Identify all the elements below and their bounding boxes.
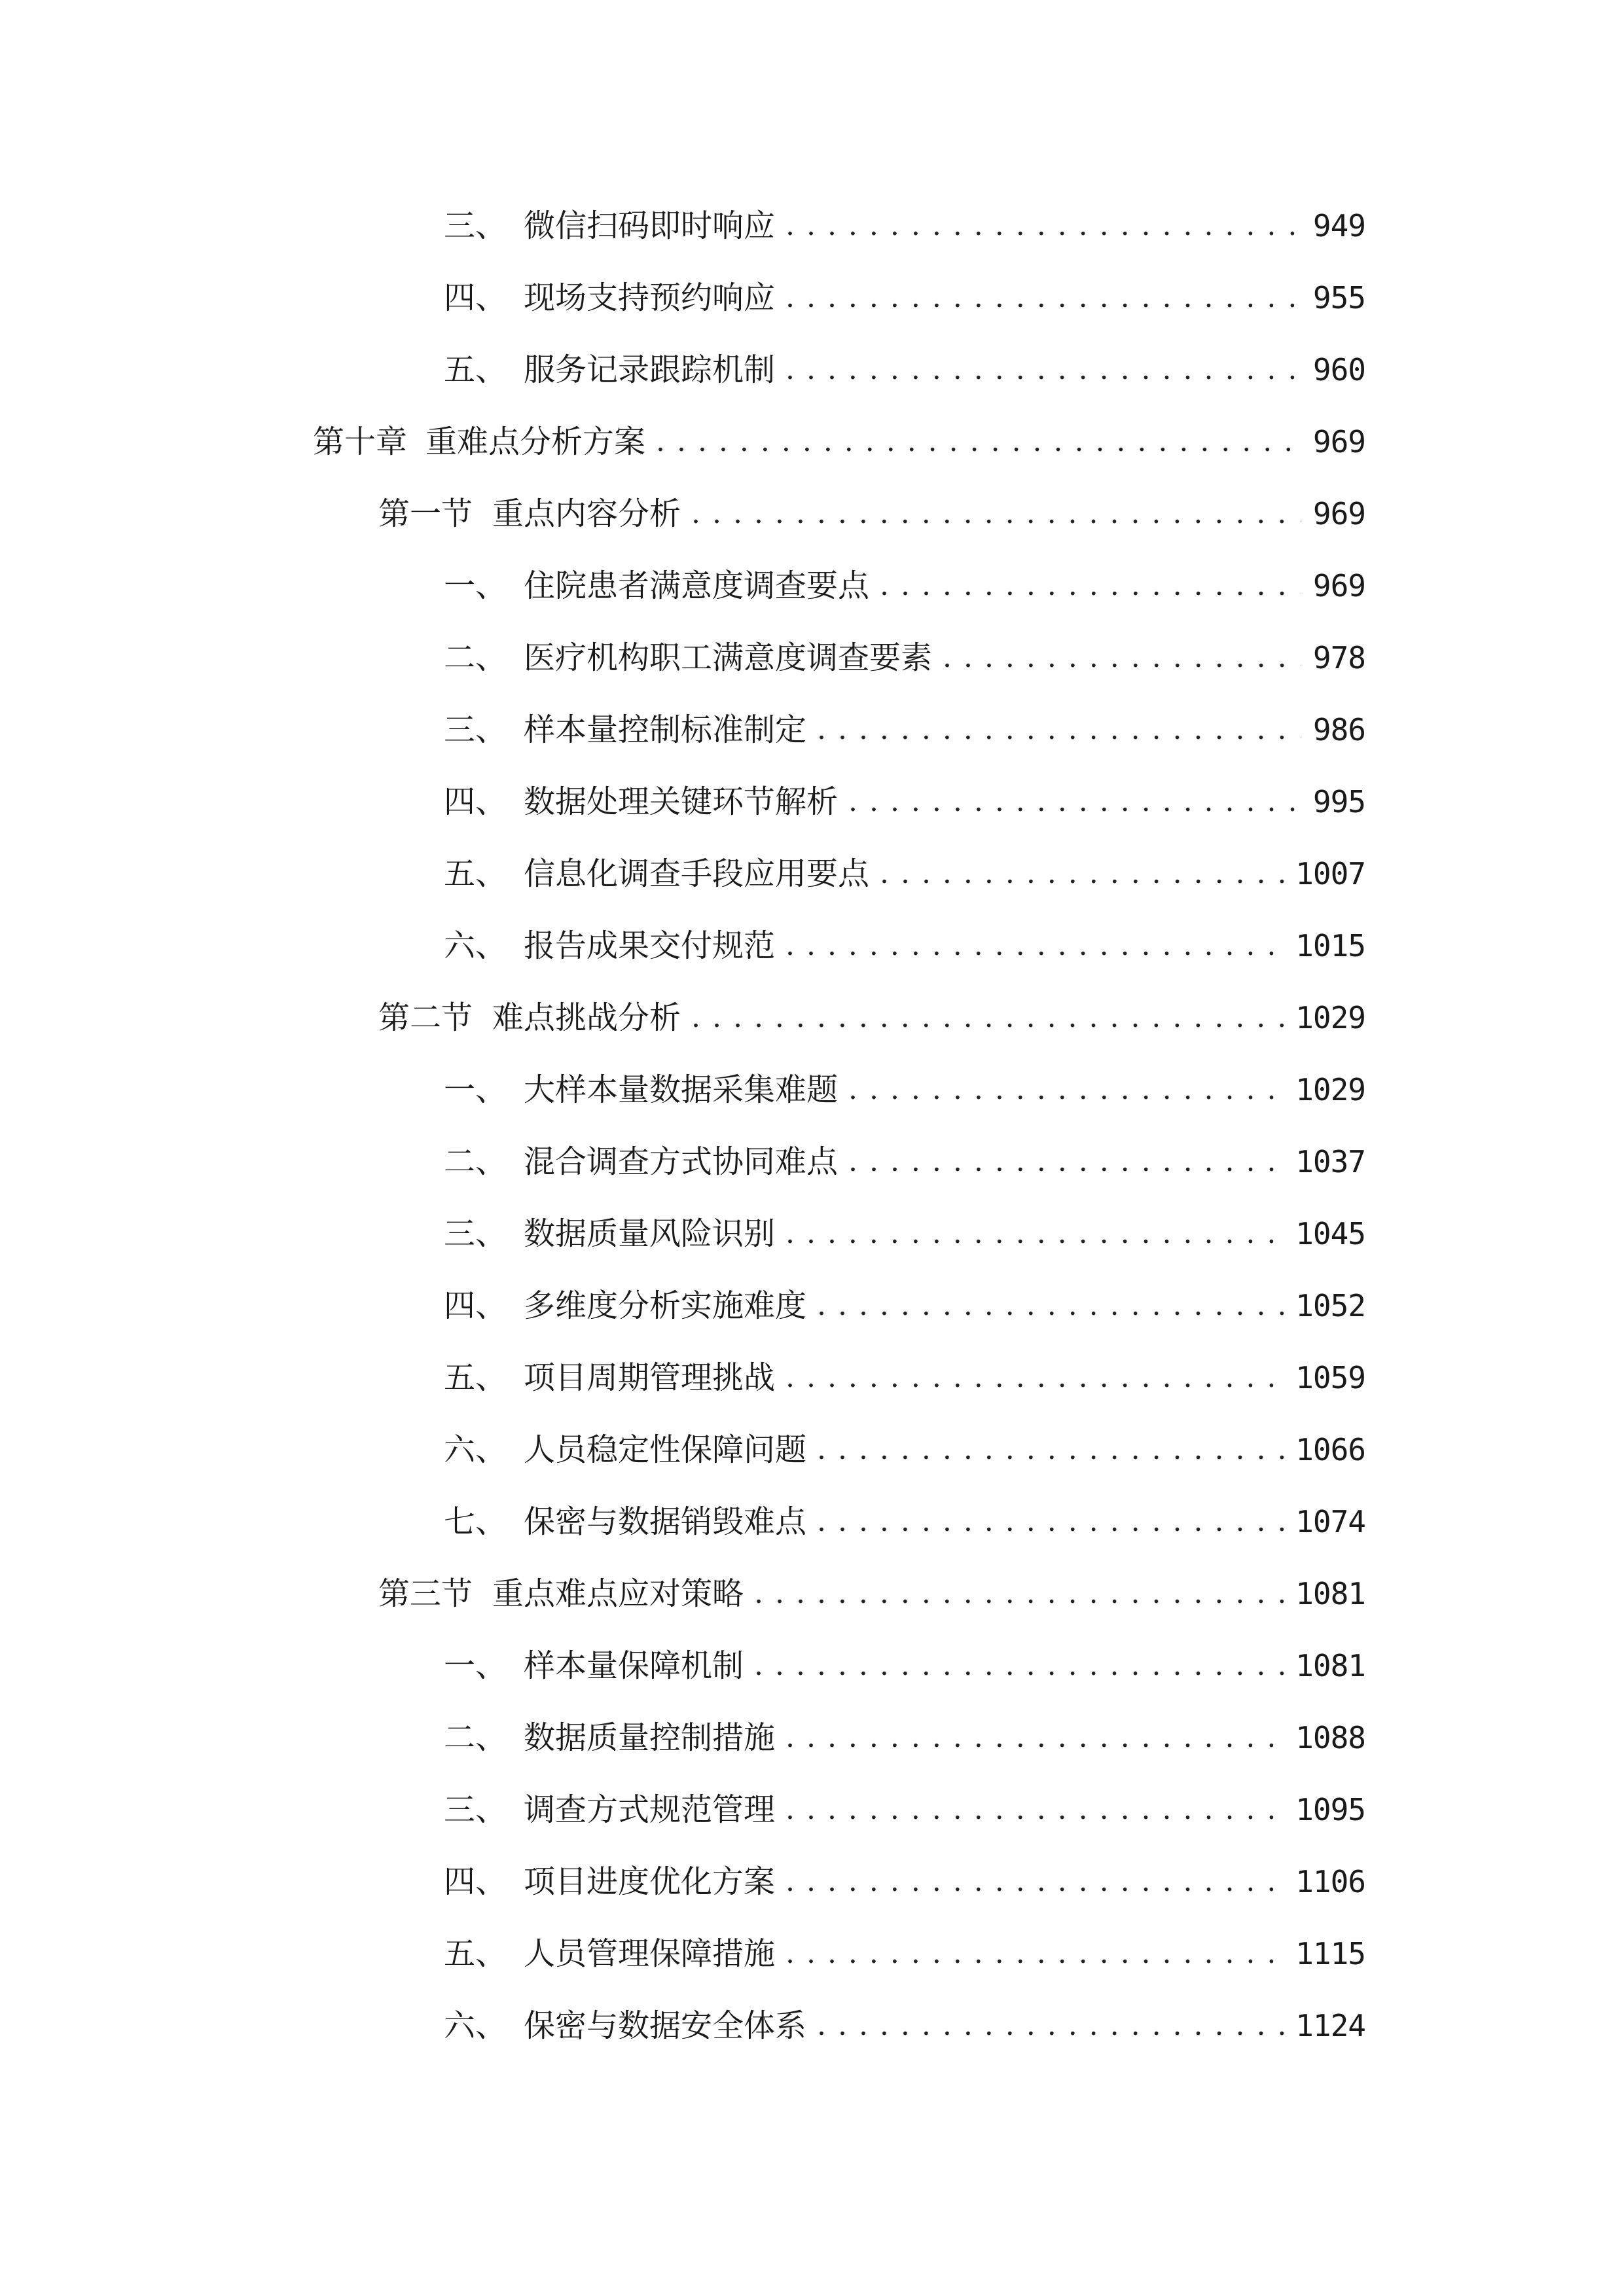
toc-entry-prefix: 五、 (444, 855, 507, 892)
toc-entry-item[interactable] (444, 1270, 1365, 1342)
toc-entry-item[interactable] (444, 1630, 1365, 1702)
toc-entry-title: 调查方式规范管理 (524, 1791, 776, 1828)
toc-entry-title: 难点挑战分析 (492, 999, 681, 1036)
toc-entry-section[interactable] (378, 982, 1365, 1054)
toc-entry-item[interactable] (444, 1054, 1365, 1126)
toc-entry-item[interactable] (444, 262, 1365, 334)
toc-entry-item[interactable] (444, 1486, 1365, 1558)
toc-entry-item[interactable] (444, 1414, 1365, 1486)
toc-entry-page-number: 1081 (1295, 1576, 1365, 1611)
toc-entry-item[interactable] (444, 1990, 1365, 2062)
dot-leader (785, 1358, 1284, 1397)
toc-entry-page-number: 1015 (1295, 928, 1365, 963)
toc-entry-prefix: 四、 (444, 279, 507, 316)
dot-leader (848, 1142, 1284, 1181)
dot-leader (848, 1070, 1284, 1109)
toc-entry-title: 信息化调查手段应用要点 (524, 855, 870, 892)
toc-entry-title: 服务记录跟踪机制 (524, 351, 776, 388)
toc-entry-item[interactable] (444, 1702, 1365, 1774)
toc-entry-prefix: 三、 (444, 207, 507, 244)
toc-entry-prefix: 五、 (444, 1359, 507, 1396)
toc-entry-item[interactable] (444, 910, 1365, 982)
toc-entry-prefix: 六、 (444, 927, 507, 964)
toc-entry-item[interactable] (444, 1126, 1365, 1198)
toc-entry-page-number: 1007 (1295, 856, 1365, 891)
toc-entry-item[interactable] (444, 1846, 1365, 1918)
toc-entry-prefix: 四、 (444, 783, 507, 820)
toc-entry-page-number: 1115 (1295, 1936, 1365, 1971)
table-of-contents (0, 190, 1624, 2062)
toc-entry-prefix: 一、 (444, 1071, 507, 1108)
toc-entry-title: 人员稳定性保障问题 (524, 1431, 807, 1468)
dot-leader (785, 206, 1301, 245)
toc-entry-page-number: 969 (1312, 424, 1365, 459)
toc-entry-item[interactable] (444, 694, 1365, 766)
toc-entry-page-number: 1052 (1295, 1288, 1365, 1323)
dot-leader (691, 998, 1284, 1037)
toc-entry-page-number: 1037 (1295, 1144, 1365, 1179)
toc-entry-title: 现场支持预约响应 (524, 279, 776, 316)
dot-leader (785, 1214, 1284, 1253)
toc-entry-title: 重点内容分析 (492, 495, 681, 532)
toc-entry-page-number: 969 (1312, 496, 1365, 531)
dot-leader (785, 278, 1301, 317)
dot-leader (785, 1862, 1284, 1901)
toc-entry-item[interactable] (444, 622, 1365, 694)
toc-entry-page-number: 1029 (1295, 1072, 1365, 1107)
toc-entry-prefix: 六、 (444, 1431, 507, 1468)
dot-leader (785, 1718, 1284, 1757)
dot-leader (817, 710, 1301, 749)
toc-entry-page-number: 955 (1312, 280, 1365, 315)
toc-entry-item[interactable] (444, 1342, 1365, 1414)
toc-entry-prefix: 三、 (444, 711, 507, 748)
toc-entry-prefix: 第三节 (378, 1575, 473, 1612)
dot-leader (754, 1574, 1284, 1613)
dot-leader (943, 638, 1301, 677)
toc-entry-item[interactable] (444, 838, 1365, 910)
toc-entry-title: 重难点分析方案 (425, 423, 646, 460)
toc-entry-prefix: 六、 (444, 2007, 507, 2044)
toc-entry-page-number: 949 (1312, 208, 1365, 243)
toc-entry-title: 医疗机构职工满意度调查要素 (524, 639, 933, 676)
toc-entry-page-number: 1095 (1295, 1792, 1365, 1827)
dot-leader (785, 1934, 1284, 1973)
toc-entry-item[interactable] (444, 334, 1365, 406)
toc-entry-title: 保密与数据安全体系 (524, 2007, 807, 2044)
dot-leader (785, 350, 1301, 389)
toc-entry-item[interactable] (444, 190, 1365, 262)
toc-entry-title: 住院患者满意度调查要点 (524, 567, 870, 604)
toc-entry-title: 保密与数据销毁难点 (524, 1503, 807, 1540)
toc-entry-page-number: 1106 (1295, 1864, 1365, 1899)
toc-entry-title: 项目进度优化方案 (524, 1863, 776, 1900)
toc-entry-title: 微信扫码即时响应 (524, 207, 776, 244)
dot-leader (656, 422, 1301, 461)
toc-entry-prefix: 三、 (444, 1215, 507, 1252)
toc-entry-section[interactable] (378, 478, 1365, 550)
toc-entry-prefix: 二、 (444, 1719, 507, 1756)
toc-entry-title: 样本量保障机制 (524, 1647, 744, 1684)
toc-entry-prefix: 七、 (444, 1503, 507, 1540)
dot-leader (785, 926, 1284, 965)
dot-leader (880, 854, 1284, 893)
toc-entry-prefix: 一、 (444, 567, 507, 604)
toc-entry-page-number: 1088 (1295, 1720, 1365, 1755)
dot-leader (817, 2006, 1284, 2045)
toc-entry-chapter[interactable] (313, 406, 1365, 478)
toc-entry-prefix: 四、 (444, 1863, 507, 1900)
toc-entry-prefix: 二、 (444, 639, 507, 676)
toc-entry-page-number: 1045 (1295, 1216, 1365, 1251)
toc-entry-title: 大样本量数据采集难题 (524, 1071, 839, 1108)
toc-entry-prefix: 第一节 (378, 495, 473, 532)
dot-leader (785, 1790, 1284, 1829)
dot-leader (848, 782, 1301, 821)
toc-entry-prefix: 一、 (444, 1647, 507, 1684)
toc-entry-title: 报告成果交付规范 (524, 927, 776, 964)
toc-entry-page-number: 1066 (1295, 1432, 1365, 1467)
toc-entry-title: 样本量控制标准制定 (524, 711, 807, 748)
toc-entry-title: 数据质量风险识别 (524, 1215, 776, 1252)
toc-entry-page-number: 969 (1312, 568, 1365, 603)
toc-entry-prefix: 第十章 (313, 423, 408, 460)
toc-entry-page-number: 1081 (1295, 1648, 1365, 1683)
toc-entry-title: 数据质量控制措施 (524, 1719, 776, 1756)
toc-entry-item[interactable] (444, 1198, 1365, 1270)
toc-entry-page-number: 978 (1312, 640, 1365, 675)
toc-entry-page-number: 960 (1312, 352, 1365, 387)
toc-entry-item[interactable] (444, 1918, 1365, 1990)
dot-leader (817, 1502, 1284, 1541)
toc-entry-title: 重点难点应对策略 (492, 1575, 744, 1612)
toc-entry-title: 项目周期管理挑战 (524, 1359, 776, 1396)
toc-entry-prefix: 第二节 (378, 999, 473, 1036)
toc-entry-title: 人员管理保障措施 (524, 1935, 776, 1972)
toc-entry-page-number: 1029 (1295, 1000, 1365, 1035)
toc-entry-prefix: 五、 (444, 351, 507, 388)
toc-entry-item[interactable] (444, 766, 1365, 838)
dot-leader (691, 494, 1301, 533)
toc-entry-item[interactable] (444, 1774, 1365, 1846)
toc-entry-page-number: 1124 (1295, 2008, 1365, 2043)
toc-entry-title: 混合调查方式协同难点 (524, 1143, 839, 1180)
toc-entry-page-number: 1074 (1295, 1504, 1365, 1539)
dot-leader (817, 1430, 1284, 1469)
toc-entry-title: 数据处理关键环节解析 (524, 783, 839, 820)
toc-entry-title: 多维度分析实施难度 (524, 1287, 807, 1324)
toc-entry-page-number: 1059 (1295, 1360, 1365, 1395)
toc-entry-prefix: 五、 (444, 1935, 507, 1972)
dot-leader (817, 1286, 1284, 1325)
toc-entry-prefix: 二、 (444, 1143, 507, 1180)
toc-entry-page-number: 995 (1312, 784, 1365, 819)
toc-entry-page-number: 986 (1312, 712, 1365, 747)
toc-entry-item[interactable] (444, 550, 1365, 622)
toc-entry-prefix: 四、 (444, 1287, 507, 1324)
dot-leader (880, 566, 1301, 605)
toc-entry-section[interactable] (378, 1558, 1365, 1630)
toc-entry-prefix: 三、 (444, 1791, 507, 1828)
dot-leader (754, 1646, 1284, 1685)
